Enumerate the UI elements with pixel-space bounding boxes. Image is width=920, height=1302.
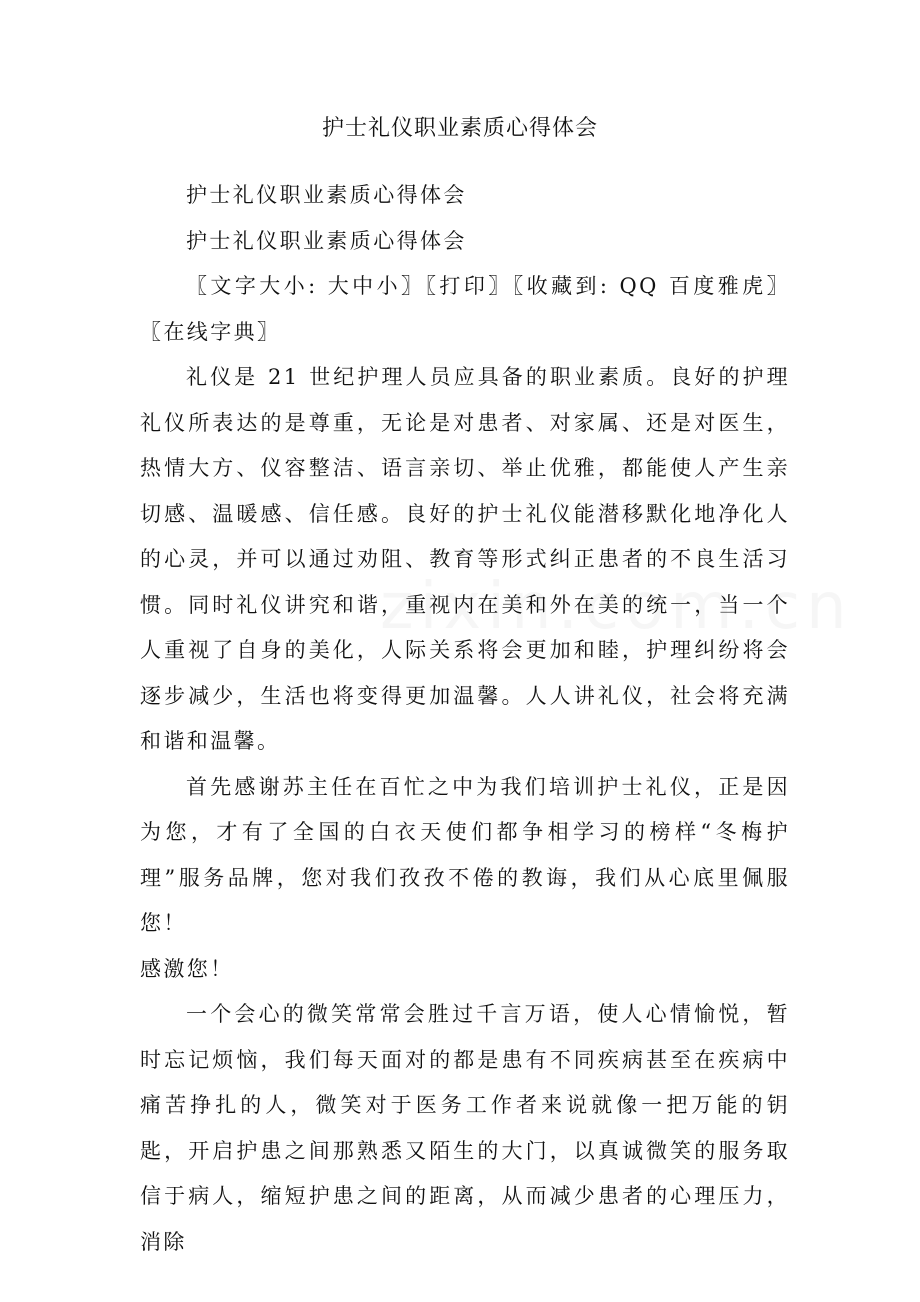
paragraph-thanks: 首先感谢苏主任在百忙之中为我们培训护士礼仪，正是因为您，才有了全国的白衣天使们都争相学习的榜样“冬梅护理”服务品牌，您对我们孜孜不倦的教诲，我们从心底里佩服您！ [140,774,790,935]
document-title: 护士礼仪职业素质心得体会 [321,116,598,141]
document-body [140,173,790,1265]
paragraph-smile: 一个会心的微笑常常会胜过千言万语，使人心情愉悦，暂时忘记烦恼，我们每天面对的都是患有不同疾病甚至在疾病中痛苦挣扎的人，微笑对于医务工作者来说就像一把万能的钥匙，开启护患之间那熟悉又陌生的大门，以真诚微笑的服务取信于病人，缩短护患之间的距离，从而减少患者的心理压力，消除 [140,1002,790,1254]
subtitle-line-1: 护士礼仪职业素质心得体会 [186,183,467,207]
paragraph-etiquette: 礼仪是 21 世纪护理人员应具备的职业素质。良好的护理礼仪所表达的是尊重，无论是对患者、对家属、还是对医生，热情大方、仪容整洁、语言亲切、举止优雅，都能使人产生亲切感、温暖感、信任感。良好的护士礼仪能潜移默化地净化人的心灵，并可以通过劝阻、教育等形式纠正患者的不良生活习惯。同时礼仪讲究和谐，重视内在美和外在美的统一，当一个人重视了自身的美化，人际关系将会更加和睦，护理纠纷将会逐步减少，生活也将变得更加温馨。人人讲礼仪，社会将充满和谐和温馨。 [140,365,790,753]
paragraph-gratitude: 感激您！ [140,956,234,981]
subtitle-line-2: 护士礼仪职业素质心得体会 [186,228,467,253]
toolbar-line: 〖文字大小: 大中小〗〖打印〗〖收藏到: QQ 百度雅虎〗〖在线字典〗 [140,274,790,344]
